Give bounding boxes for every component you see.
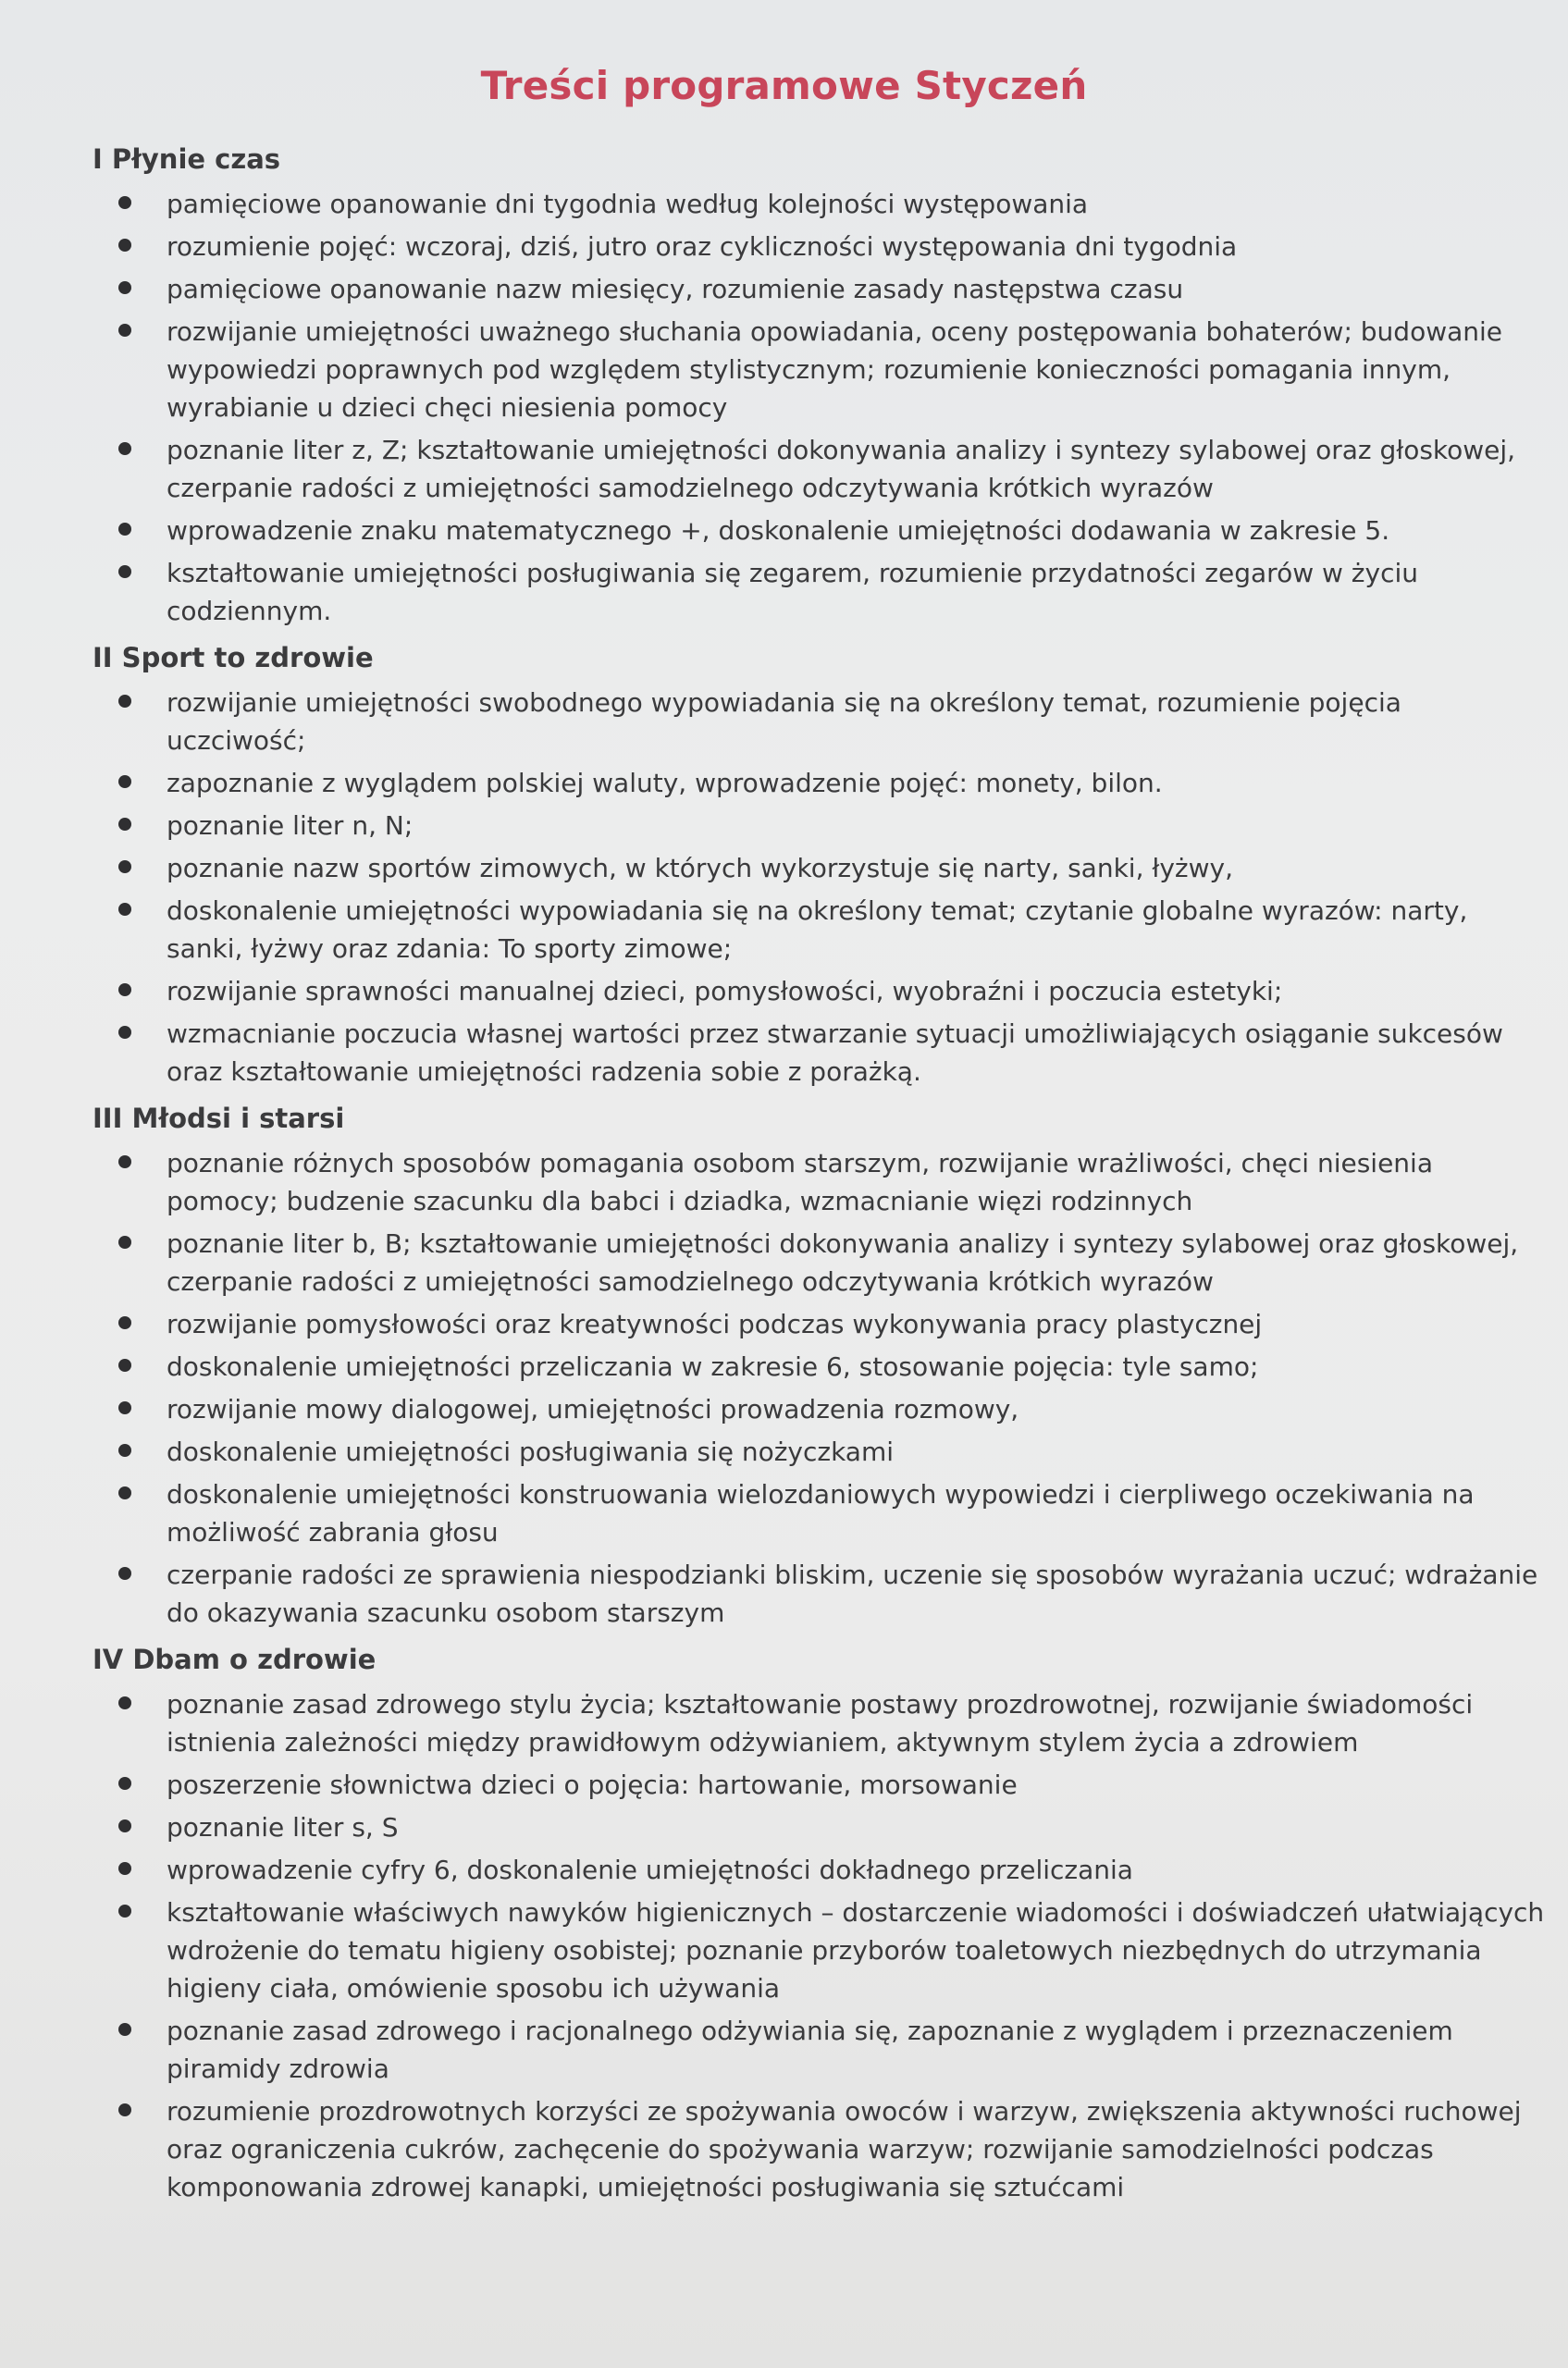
list-item (167, 1348, 1545, 1386)
list-item-text: doskonalenie umiejętności posługiwania się nożyczkami (167, 1437, 895, 1467)
list-item (167, 554, 1545, 630)
list-item-text: poznanie zasad zdrowego stylu życia; kształtowanie postawy prozdrowotnej, rozwijanie świadomości istnienia zależności między prawidłowym odżywianiem, aktywnym stylem życia a zdrowiem (167, 1689, 1474, 1758)
section-plynie-czas (93, 139, 1545, 630)
bullet-icon (118, 983, 131, 996)
bullet-icon (118, 1819, 131, 1832)
list-item-text: wprowadzenie znaku matematycznego +, doskonalenie umiejętności dodawania w zakresie 5. (167, 515, 1390, 546)
list-item-text: pamięciowe opanowanie nazw miesięcy, rozumienie zasady następstwa czasu (167, 274, 1184, 304)
list-item (167, 228, 1545, 265)
page-title: Treści programowe Styczeń (480, 63, 1088, 108)
list-item-text: poznanie nazw sportów zimowych, w których wykorzystuje się narty, sanki, łyżwy, (167, 853, 1233, 883)
list-item-text: wzmacnianie poczucia własnej wartości przez stwarzanie sytuacji umożliwiających osiąganie sukcesów oraz kształtowanie umiejętności radzenia sobie z porażką. (167, 1018, 1503, 1087)
list-item (167, 1685, 1545, 1761)
bullet-icon (118, 1777, 131, 1790)
list-item-text: wprowadzenie cyfry 6, doskonalenie umiejętności dokładnego przeliczania (167, 1855, 1133, 1885)
list-item (167, 764, 1545, 802)
section-dbam-o-zdrowie (93, 1639, 1545, 2206)
bullet-icon (118, 1567, 131, 1580)
list-item-text: zapoznanie z wyglądem polskiej waluty, wprowadzenie pojęć: monety, bilon. (167, 768, 1163, 798)
list-item (167, 2012, 1545, 2088)
list-item (167, 972, 1545, 1010)
bullet-list (93, 684, 1545, 1091)
list-item-text: poznanie liter n, N; (167, 810, 414, 841)
list-item-text: rozwijanie mowy dialogowej, umiejętności prowadzenia rozmowy, (167, 1394, 1019, 1424)
list-item (167, 1851, 1545, 1889)
bullet-icon (118, 1359, 131, 1372)
list-item-text: rozumienie prozdrowotnych korzyści ze spożywania owoców i warzyw, zwiększenia aktywności ruchowej oraz ograniczenia cukrów, zachęcenie do spożywania warzyw; rozwijanie samodzielności podczas komponowania zdrowej kanapki, umiejętności posługiwania się sztućcami (167, 2096, 1522, 2202)
list-item-text: poznanie zasad zdrowego i racjonalnego odżywiania się, zapoznanie z wyglądem i przeznaczeniem piramidy zdrowia (167, 2016, 1453, 2084)
list-item (167, 185, 1545, 223)
bullet-icon (118, 775, 131, 788)
bullet-list (93, 1685, 1545, 2206)
bullet-icon (118, 324, 131, 337)
list-item (167, 1390, 1545, 1428)
list-item (167, 1144, 1545, 1220)
bullet-icon (118, 903, 131, 916)
section-sport-to-zdrowie (93, 637, 1545, 1091)
list-item-text: rozwijanie sprawności manualnej dzieci, pomysłowości, wyobraźni i poczucia estetyki; (167, 976, 1283, 1006)
list-item (167, 1556, 1545, 1632)
section-heading: II Sport to zdrowie (93, 642, 374, 673)
list-item (167, 1766, 1545, 1804)
list-item (167, 512, 1545, 549)
list-item-text: rozwijanie umiejętności swobodnego wypowiadania się na określony temat, rozumienie pojęcia uczciwość; (167, 687, 1401, 756)
list-item (167, 1305, 1545, 1343)
list-item-text: kształtowanie umiejętności posługiwania się zegarem, rozumienie przydatności zegarów w życiu codziennym. (167, 558, 1418, 626)
list-item (167, 1475, 1545, 1551)
list-item-text: rozwijanie pomysłowości oraz kreatywności podczas wykonywania pracy plastycznej (167, 1309, 1263, 1339)
list-item (167, 2092, 1545, 2206)
bullet-icon (118, 1486, 131, 1499)
bullet-icon (118, 196, 131, 209)
list-item-text: poszerzenie słownictwa dzieci o pojęcia: hartowanie, morsowanie (167, 1770, 1018, 1800)
list-item (167, 684, 1545, 759)
section-heading: I Płynie czas (93, 143, 281, 175)
list-item-text: doskonalenie umiejętności przeliczania w zakresie 6, stosowanie pojęcia: tyle samo; (167, 1351, 1259, 1382)
bullet-icon (118, 239, 131, 252)
list-item (167, 431, 1545, 507)
list-item-text: pamięciowe opanowanie dni tygodnia według kolejności występowania (167, 189, 1089, 219)
list-item (167, 270, 1545, 308)
list-item (167, 1808, 1545, 1846)
section-heading: IV Dbam o zdrowie (93, 1644, 377, 1675)
bullet-icon (118, 2103, 131, 2116)
list-item-text: kształtowanie właściwych nawyków higienicznych – dostarczenie wiadomości i doświadczeń ułatwiających wdrożenie do tematu higieny osobistej; poznanie przyborów toaletowych niezbędnych do utrzymania higieny ciała, omówienie sposobu ich używania (167, 1897, 1545, 2004)
section-mlodsi-i-starsi (93, 1098, 1545, 1632)
list-item (167, 892, 1545, 968)
bullet-icon (118, 1696, 131, 1709)
list-item-text: doskonalenie umiejętności konstruowania wielozdaniowych wypowiedzi i cierpliwego oczekiwania na możliwość zabrania głosu (167, 1479, 1475, 1548)
bullet-icon (118, 1236, 131, 1249)
bullet-icon (118, 1155, 131, 1168)
list-item (167, 1015, 1545, 1091)
list-item-text: poznanie liter z, Z; kształtowanie umiejętności dokonywania analizy i syntezy sylabowej oraz głoskowej, czerpanie radości z umiejętności samodzielnego odczytywania krótkich wyrazów (167, 435, 1516, 503)
document-content (93, 139, 1545, 2214)
list-item (167, 313, 1545, 426)
section-heading: III Młodsi i starsi (93, 1103, 345, 1134)
bullet-icon (118, 523, 131, 536)
list-item (167, 807, 1545, 845)
bullet-icon (118, 695, 131, 708)
list-item (167, 1225, 1545, 1301)
bullet-icon (118, 1026, 131, 1039)
bullet-icon (118, 1401, 131, 1414)
list-item (167, 849, 1545, 887)
bullet-icon (118, 565, 131, 578)
bullet-icon (118, 281, 131, 294)
list-item (167, 1433, 1545, 1471)
list-item-text: poznanie liter b, B; kształtowanie umiejętności dokonywania analizy i syntezy sylabowej oraz głoskowej, czerpanie radości z umiejętności samodzielnego odczytywania krótkich wyrazów (167, 1228, 1519, 1297)
list-item-text: rozumienie pojęć: wczoraj, dziś, jutro oraz cykliczności występowania dni tygodnia (167, 231, 1238, 262)
bullet-icon (118, 442, 131, 455)
list-item-text: rozwijanie umiejętności uważnego słuchania opowiadania, oceny postępowania bohaterów; budowanie wypowiedzi poprawnych pod względem stylistycznym; rozumienie konieczności pomagania innym, wyrabianie u dzieci chęci niesienia pomocy (167, 316, 1503, 423)
bullet-list (93, 185, 1545, 630)
list-item-text: doskonalenie umiejętności wypowiadania się na określony temat; czytanie globalne wyrazów: narty, sanki, łyżwy oraz zdania: To sporty zimowe; (167, 895, 1468, 964)
bullet-icon (118, 1316, 131, 1329)
bullet-icon (118, 2023, 131, 2036)
list-item (167, 1893, 1545, 2007)
bullet-icon (118, 1444, 131, 1457)
list-item-text: poznanie liter s, S (167, 1812, 399, 1843)
bullet-icon (118, 860, 131, 873)
bullet-list (93, 1144, 1545, 1632)
list-item-text: poznanie różnych sposobów pomagania osobom starszym, rozwijanie wrażliwości, chęci niesienia pomocy; budzenie szacunku dla babci i dziadka, wzmacnianie więzi rodzinnych (167, 1148, 1433, 1216)
list-item-text: czerpanie radości ze sprawienia niespodzianki bliskim, uczenie się sposobów wyrażania uczuć; wdrażanie do okazywania szacunku osobom starszym (167, 1560, 1538, 1628)
bullet-icon (118, 1905, 131, 1918)
bullet-icon (118, 1862, 131, 1875)
bullet-icon (118, 818, 131, 831)
